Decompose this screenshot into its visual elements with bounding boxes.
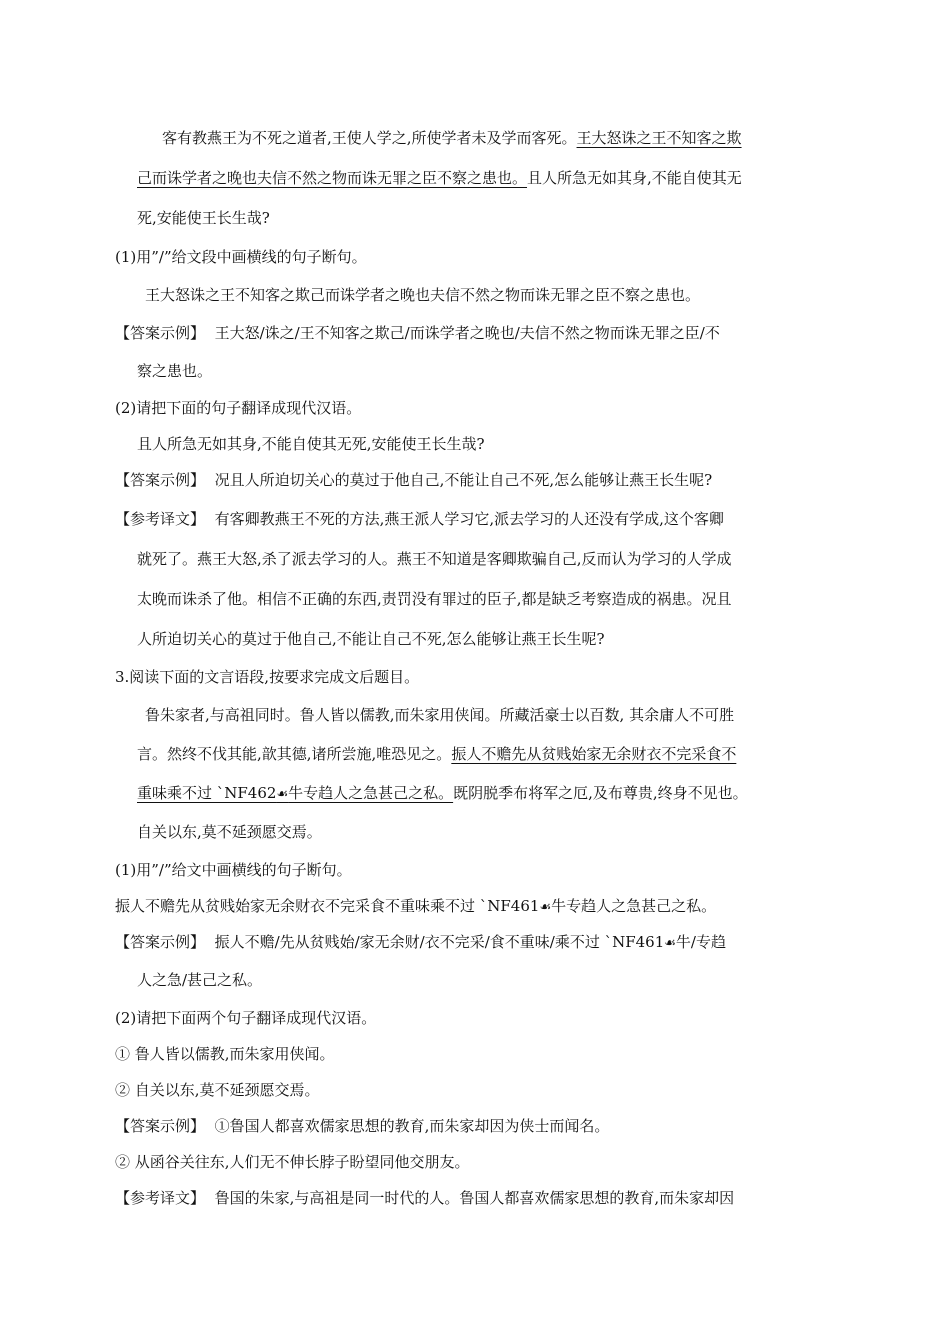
reference-line-1 [115,1188,734,1208]
placeholder-glyph-icon: ☙ [276,787,289,802]
answer-text: 况且人所迫切关心的莫过于他自己,不能让自己不死,怎么能够让燕王长生呢? [214,471,713,489]
answer-text: 王大怒/诛之/王不知客之欺己/而诛学者之晚也/夫信不然之物而诛无罪之臣/不 [214,324,720,342]
passage-line-1 [162,128,742,148]
answer-text: 牛/专趋 [675,933,726,951]
question-sentence: 且人所急无如其身,不能自使其无死,安能使王长生哉? [137,435,485,453]
answer-line [115,470,712,490]
placeholder-glyph-icon: ☙ [539,900,552,915]
answer-label: 【答案示例】 [115,324,206,342]
answer-label: 【答案示例】 [115,1117,206,1135]
underlined-text: 牛专趋人之急甚己之私。 [288,784,454,802]
answer-line-1 [115,1116,609,1136]
question-sentence-1: ① 鲁人皆以儒教,而朱家用侠闻。 [115,1045,335,1063]
passage-line-1: 鲁朱家者,与高祖同时。鲁人皆以儒教,而朱家用侠闻。所藏活豪士以百数, 其余庸人不可胜 [145,706,735,724]
question-heading: 3.阅读下面的文言语段,按要求完成文后题目。 [115,668,420,686]
reference-label: 【参考译文】 [115,510,206,528]
answer-label: 【答案示例】 [115,471,206,489]
reference-label: 【参考译文】 [115,1189,206,1207]
question-prompt: (1)用”/”给文中画横线的句子断句。 [115,861,352,879]
question-sentence [115,896,716,918]
question-prompt: (2)请把下面的句子翻译成现代汉语。 [115,399,362,417]
passage-text: 且人所急无如其身,不能自使其无 [527,169,742,187]
passage-line-3 [137,783,748,805]
question-prompt: (1)用”/”给文段中画横线的句子断句。 [115,248,367,266]
underlined-sentence [137,784,453,802]
passage-text: 言。然终不伐其能,歆其德,诸所尝施,唯恐见之。 [137,745,452,763]
sentence-text: 牛专趋人之急甚己之私。 [551,897,717,915]
sentence-text: 振人不赡先从贫贱始家无余财衣不完采食不重味乘不过 `NF461 [115,897,540,915]
answer-line-1 [115,323,720,343]
passage-text: 既阴脱季布将军之厄,及布尊贵,终身不见也。 [453,784,748,802]
reference-line-4: 人所迫切关心的莫过于他自己,不能让自己不死,怎么能够让燕王长生呢? [137,630,605,648]
underlined-sentence: 己而诛学者之晚也夫信不然之物而诛无罪之臣不察之患也。 [137,169,528,187]
underlined-sentence: 王大怒诛之王不知客之欺 [576,129,742,147]
underlined-text: 重味乘不过 `NF462 [137,784,277,802]
reference-line-3: 太晚而诛杀了他。相信不正确的东西,责罚没有罪过的臣子,都是缺乏考察造成的祸患。况且 [137,590,732,608]
answer-text: 振人不赡/先从贫贱始/家无余财/衣不完采/食不重味/乘不过 `NF461 [214,933,665,951]
passage-line-3: 死,安能使王长生哉? [137,209,270,227]
underlined-sentence: 振人不赡先从贫贱始家无余财衣不完采食不 [451,745,737,763]
question-sentence: 王大怒诛之王不知客之欺己而诛学者之晚也夫信不然之物而诛无罪之臣不察之患也。 [145,286,701,304]
passage-text: 客有教燕王为不死之道者,王使人学之,所使学者未及学而客死。 [162,129,577,147]
answer-line-1 [115,932,726,954]
passage-line-2 [137,168,742,188]
reference-text: 有客卿教燕王不死的方法,燕王派人学习它,派去学习的人还没有学成,这个客卿 [214,510,724,528]
reference-text: 鲁国的朱家,与高祖是同一时代的人。鲁国人都喜欢儒家思想的教育,而朱家却因 [214,1189,735,1207]
question-sentence-2: ② 自关以东,莫不延颈愿交焉。 [115,1081,320,1099]
answer-line-2: ② 从函谷关往东,人们无不伸长脖子盼望同他交朋友。 [115,1153,470,1171]
answer-line-2: 人之急/甚己之私。 [137,971,263,989]
answer-line-2: 察之患也。 [137,362,213,380]
passage-line-4: 自关以东,莫不延颈愿交焉。 [137,823,322,841]
answer-label: 【答案示例】 [115,933,206,951]
passage-line-2 [137,744,736,764]
answer-text: ①鲁国人都喜欢儒家思想的教育,而朱家却因为侠士而闻名。 [214,1117,610,1135]
placeholder-glyph-icon: ☙ [664,936,676,951]
question-prompt: (2)请把下面两个句子翻译成现代汉语。 [115,1009,377,1027]
reference-line-2: 就死了。燕王大怒,杀了派去学习的人。燕王不知道是客卿欺骗自己,反而认为学习的人学成 [137,550,732,568]
reference-line-1 [115,509,724,529]
